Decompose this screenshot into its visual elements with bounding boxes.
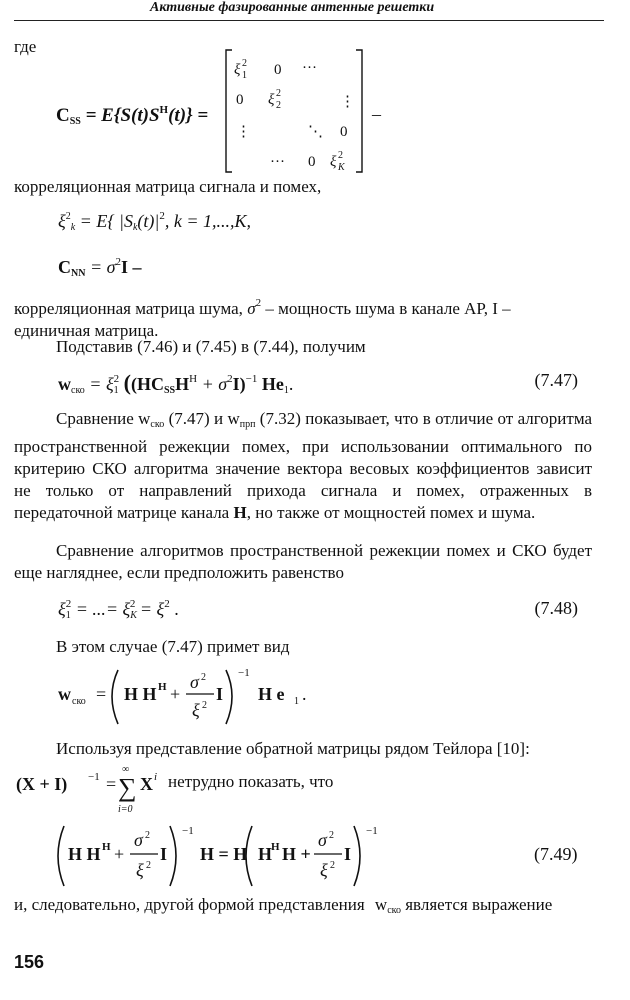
equation-747: $w_{ско} = \xi_1^2$ ($(HC_{SS}H^H + \sigma^2I)^{-1}$ $He_1$. (7.47)	[58, 370, 578, 396]
taylor-i0: i=0	[118, 804, 133, 815]
matrix-xi2: ξ	[268, 92, 275, 108]
cnn-rhs: = σ	[89, 257, 116, 277]
w747-h: H	[189, 373, 198, 385]
wsko2-one: 1	[294, 696, 299, 707]
e749-xi2: ξ	[320, 860, 328, 880]
header-rule	[14, 20, 604, 21]
w747-dot: .	[288, 374, 294, 394]
css-lhs: C	[56, 105, 70, 126]
e749-h2: H	[258, 844, 273, 864]
paragraph-comparison	[14, 408, 592, 524]
taylor-inv: −1	[88, 771, 100, 783]
w747-body: (HC	[130, 374, 164, 394]
equation-749	[54, 818, 614, 894]
comparison-rest: (7.32) показывает, что в отличие от алгоритма пространственной режекции помех, при использовании оптимального по критерию СКО алгоритма значение вектора весовых коэффициентов зависит не только от направлений прихода сигнала и помех, отраженных в передаточной матрице канала	[14, 409, 593, 522]
svg-text:2: 2	[276, 88, 281, 99]
svg-text:2: 2	[242, 58, 247, 69]
taylor-inf: ∞	[122, 764, 130, 775]
comparison-sub2: прп	[239, 419, 256, 430]
w747-i: I)	[232, 374, 246, 394]
eq748-mid: = ...= ξ	[75, 599, 131, 619]
equation-xi-def: $\xi^2_k = E${ $|S_k(t)|^2$, k = 1,...,K,	[58, 210, 252, 233]
equation-w-sko-form	[54, 662, 414, 730]
wsko2-xi: ξ	[192, 700, 200, 720]
wsko2-sigma: σ	[190, 672, 199, 692]
xi-def-k: , k = 1,...,K,	[164, 211, 252, 231]
svg-text:2: 2	[329, 830, 334, 841]
matrix-xik: ξ	[330, 154, 337, 170]
e749-i: I	[160, 844, 168, 864]
css-h: H	[159, 104, 169, 116]
matrix-10: 0	[236, 92, 244, 108]
svg-text:.: .	[302, 684, 307, 704]
equation-number-748: (7.48)	[534, 598, 578, 618]
text-taylor-intro: Используя представление обратной матрицы рядом Тейлора [10]:	[56, 739, 530, 758]
equation-css	[56, 104, 208, 127]
text-in-this-case: В этом случае (7.47) примет вид	[56, 637, 290, 656]
svg-text:2: 2	[330, 860, 335, 871]
matrix-22: 0	[340, 124, 348, 140]
css-end: (t)} =	[168, 105, 209, 126]
e749-sigma2: σ	[318, 830, 327, 850]
comparison-bold-h: H	[233, 503, 247, 522]
wsko2-i: I	[216, 684, 224, 704]
w-sko-sub: ско	[71, 385, 85, 396]
matrix-12: ⋮	[340, 94, 355, 110]
svg-text:2: 2	[201, 672, 206, 683]
sigma-symbol: σ	[247, 299, 256, 318]
svg-text:1: 1	[242, 70, 247, 81]
css-mid: = E{S(t)S	[85, 105, 160, 126]
equation-cnn: $C_{NN} = \sigma^2I$ –	[58, 256, 142, 279]
paragraph-noise: корреляционная матрица шума, $\sigma^2$ – мощность шума в канале АР, I – единичная матрица.	[14, 297, 511, 340]
equation-748: $\xi_1^2$ = ...= $\xi_K^2 = \xi^2$ . (7.48)	[58, 598, 578, 621]
matrix-21: ⋱	[308, 124, 323, 140]
wsko2-hh: H H	[124, 684, 157, 704]
svg-text:=: =	[96, 684, 107, 704]
wsko2-w: w	[58, 684, 71, 704]
e749-hh: H H	[68, 844, 101, 864]
cnn-sub: NN	[71, 268, 86, 279]
wsko2-he: H e	[258, 684, 285, 704]
comparison-start: Сравнение w	[56, 409, 151, 428]
e749-plus: +	[114, 844, 125, 864]
css-sub: SS	[69, 116, 81, 127]
e749-xi: ξ	[136, 860, 144, 880]
e749-hsup: H	[102, 841, 111, 853]
e749-h2sup: H	[271, 841, 280, 853]
equation-number-749: (7.49)	[534, 844, 578, 864]
comparison-end: , но также от мощностей помех и шума.	[246, 503, 536, 522]
e749-hplus: H +	[282, 844, 311, 864]
consequently-rest: является выражение	[405, 895, 553, 914]
e749-inv1: −1	[182, 825, 194, 837]
wsko2-h-sup: H	[158, 681, 167, 693]
svg-text:2: 2	[338, 150, 343, 161]
taylor-lhs: (X + I)	[16, 774, 68, 794]
equation-number-747: (7.47)	[534, 370, 578, 390]
xi748-a: ξ	[58, 599, 66, 619]
matrix-20: ⋮	[236, 124, 251, 140]
w747-rhs: = ξ	[89, 374, 114, 394]
matrix-32: 0	[308, 154, 316, 170]
equation-taylor	[14, 760, 194, 816]
matrix-xi1: ξ	[234, 62, 241, 78]
text-unit-matrix: единичная матрица.	[14, 321, 159, 340]
text-not-hard: нетрудно показать, что	[168, 772, 334, 791]
css-dash: –	[372, 104, 381, 124]
cnn-end: I –	[120, 257, 142, 277]
consequently-start: и, следовательно, другой формой представления	[14, 895, 365, 914]
comparison-sub: ско	[150, 419, 165, 430]
wsko2-plus: +	[170, 684, 181, 704]
text-corr-noise-tail: – мощность шума в канале АР, I –	[265, 299, 511, 318]
taylor-sum: ∑	[118, 773, 137, 802]
cnn-lhs: C	[58, 257, 71, 277]
w747-one: 1	[283, 385, 289, 396]
paragraph-consequently	[14, 894, 592, 922]
text-corr-signal: корреляционная матрица сигнала и помех,	[14, 177, 322, 196]
text-comparison2: Сравнение алгоритмов пространственной режекции помех и СКО будет еще нагляднее, если предположить равенство	[14, 541, 592, 582]
w747-inv: −1	[245, 373, 258, 385]
matrix-31: ···	[270, 154, 285, 170]
eq748-end: = ξ	[139, 599, 165, 619]
matrix-02: ···	[302, 60, 317, 76]
w747-he: He	[257, 374, 284, 394]
consequently-w: w	[374, 895, 388, 914]
consequently-sub: ско	[387, 905, 401, 916]
comparison-mid: (7.47) и w	[168, 409, 240, 428]
taylor-x: X	[140, 774, 153, 794]
text-where: где	[14, 37, 37, 56]
svg-text:2: 2	[202, 700, 207, 711]
text-corr-noise: корреляционная матрица шума,	[14, 299, 243, 318]
taylor-i: i	[154, 771, 158, 783]
w-sko: w	[58, 374, 71, 394]
w747-ss: SS	[163, 385, 176, 396]
page-number: 156	[14, 952, 45, 972]
matrix-01: 0	[274, 62, 282, 78]
text-substituting: Подставив (7.46) и (7.45) в (7.44), получим	[56, 337, 366, 356]
signal-matrix	[224, 48, 394, 176]
running-header	[0, 0, 630, 22]
e749-i2: I	[344, 844, 352, 864]
svg-text:2: 2	[146, 860, 151, 871]
e749-sigma: σ	[134, 830, 143, 850]
taylor-eq: =	[106, 774, 117, 794]
svg-text:K: K	[338, 162, 345, 173]
svg-text:2: 2	[276, 100, 281, 111]
e749-eqh: H = H	[200, 844, 248, 864]
w747-plus: + σ	[197, 374, 228, 394]
xi-def-end: (t)|	[137, 211, 160, 231]
e749-inv2: −1	[366, 825, 378, 837]
svg-text:2: 2	[145, 830, 150, 841]
xi-def: = E{ |S	[79, 211, 133, 231]
xi-symbol: ξ	[58, 211, 66, 231]
wsko2-sub: ско	[72, 696, 86, 707]
running-title: Активные фазированные антенные решетки	[150, 0, 435, 15]
wsko2-inv: −1	[238, 667, 250, 679]
